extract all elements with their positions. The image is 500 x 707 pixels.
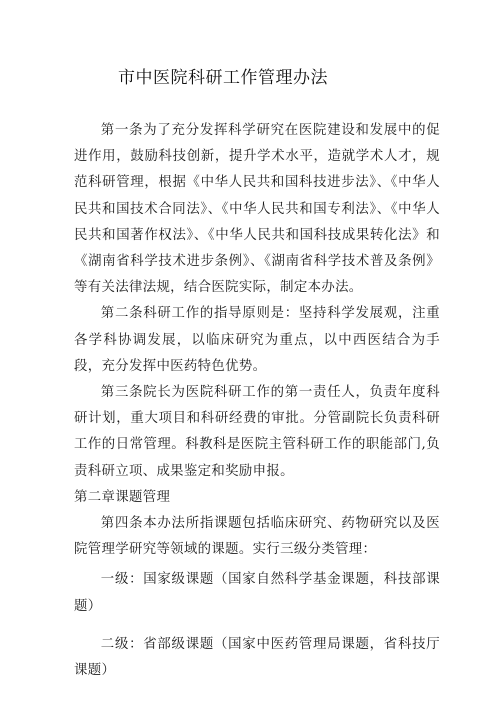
document-title: 市中医院科研工作管理办法 [118, 68, 328, 88]
level-2-item: 二级：省部级课题（国家中医药管理局课题，省科技厅课题） [74, 636, 440, 679]
article-1-paragraph: 第一条为了充分发挥科学研究在医院建设和发展中的促进作用，鼓励科技创新，提升学术水平，造就学术人才，规范科研管理，根据《中华人民共和国科技进步法》、《中华人民共和国技术合同法》、《中华人民共和国专利法》、《中华人民共和国著作权法》、《中华人民共和国科技成果转化法》和《湖南省科学技术进步条例》、《湖南省科学技术普及条例》等有关法律法规，结合医院实际，制定本办法。 [74, 123, 440, 296]
level-1-item: 一级：国家级课题（国家自然科学基金课题，科技部课题） [74, 572, 440, 614]
article-3-paragraph: 第三条院长为医院科研工作的第一责任人，负责年度科研计划，重大项目和科研经费的审批。分管副院长负责科研工作的日常管理。科教科是医院主管科研工作的职能部门,负责科研立项、成果鉴定和奖励申报。 [74, 385, 440, 479]
document-body [74, 118, 440, 684]
article-2-paragraph: 第二条科研工作的指导原则是：坚持科学发展观，注重各学科协调发展，以临床研究为重点，以中西医结合为手段，充分发挥中医药特色优势。 [74, 306, 440, 374]
article-4-paragraph: 第四条本办法所指课题包括临床研究、药物研究以及医院管理学研究等领域的课题。实行三级分类管理： [74, 516, 440, 558]
chapter-2-heading: 第二章课题管理 [74, 489, 171, 505]
